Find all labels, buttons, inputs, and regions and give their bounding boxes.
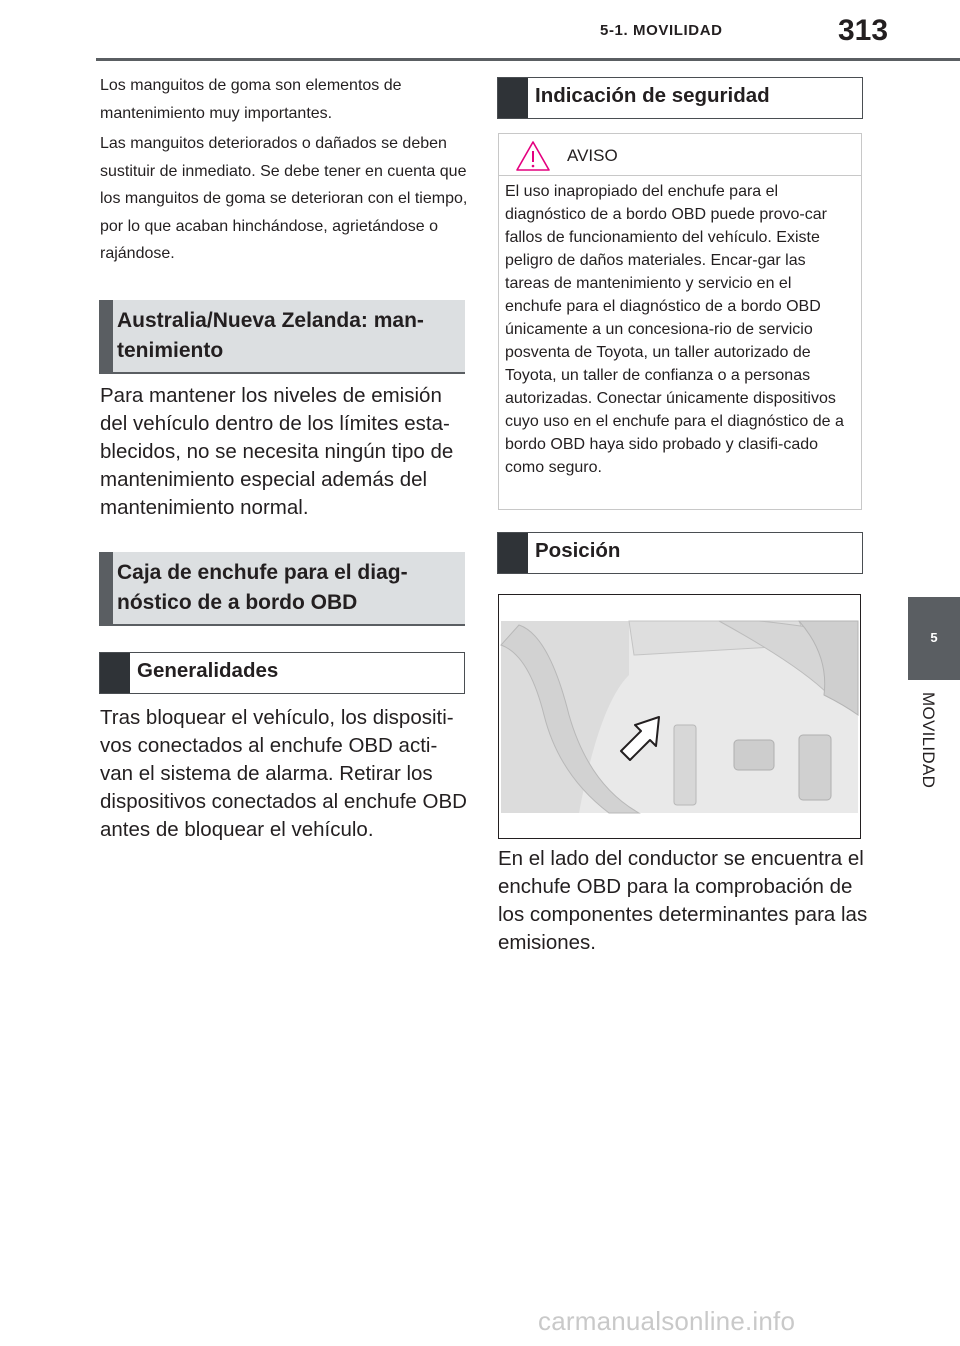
heading-generalidades-text: Generalidades — [137, 659, 279, 682]
heading-bar — [498, 78, 528, 118]
generalidades-paragraph: Tras bloquear el vehículo, los dispositi-vos conectados al enchufe OBD acti-van el sistema de alarma. Retirar los dispositivos conectados al enchufe OBD antes de bloquear el vehículo. — [100, 706, 467, 841]
heading-bar — [99, 552, 113, 624]
obd-location-figure — [498, 594, 861, 839]
warning-text: El uso inapropiado del enchufe para el diagnóstico de a bordo OBD puede provo-car fallos de funcionamiento del vehículo. Existe peligro de daños materiales. Encar-gar las tareas de mantenimiento y servicio en el enchufe para el diagnóstico de a bordo OBD únicamente a un concesiona-rio de servicio posventa de Toyota, un taller autorizado de Toyota, un taller de confianza o a personas autorizadas. Conectar únicamente dispositivos cuyo uso en el enchufe para el diagnóstico de a bordo OBD haya sido probado y clasifi-cado como seguro. — [505, 183, 844, 476]
warning-label: AVISO — [567, 146, 618, 165]
heading-posicion — [497, 532, 863, 574]
page-number: 313 — [838, 14, 889, 47]
heading-obd — [99, 552, 465, 626]
obd-location-illustration — [499, 595, 860, 838]
warning-separator — [498, 175, 862, 176]
heading-australia-text: Australia/Nueva Zelanda: man-tenimiento — [117, 309, 424, 362]
posicion-paragraph: En el lado del conductor se encuentra el enchufe OBD para la comprobación de los componentes determinantes para las emisiones. — [498, 847, 868, 954]
chapter-label — [918, 692, 938, 812]
chapter-number: 5 — [930, 630, 938, 645]
heading-obd-text: Caja de enchufe para el diag-nóstico de a bordo OBD — [117, 561, 408, 614]
heading-bar — [100, 653, 130, 693]
header-rule — [96, 58, 960, 61]
chapter-label-text: MOVILIDAD — [919, 692, 938, 789]
heading-australia — [99, 300, 465, 374]
intro-paragraph-2: Las manguitos deteriorados o dañados se deben sustituir de inmediato. Se debe tener en cuenta que los manguitos de goma se deterioran con el tiempo, por lo que acaban hinchándose, agrietándose o rajándose. — [100, 135, 468, 262]
heading-bar — [498, 533, 528, 573]
heading-bar — [99, 300, 113, 372]
watermark: carmanualsonline.info — [538, 1306, 796, 1336]
heading-seguridad-text: Indicación de seguridad — [535, 84, 770, 107]
heading-seguridad — [497, 77, 863, 119]
warning-triangle-icon — [515, 140, 551, 172]
intro-paragraph-1: Los manguitos de goma son elementos de mantenimiento muy importantes. — [100, 77, 402, 122]
heading-generalidades — [99, 652, 465, 694]
heading-posicion-text: Posición — [535, 539, 621, 562]
section-title: 5-1. MOVILIDAD — [600, 22, 723, 39]
australia-paragraph: Para mantener los niveles de emisión del vehículo dentro de los límites esta-blecidos, no se necesita ningún tipo de mantenimiento especial además del mantenimiento normal. — [100, 384, 454, 519]
